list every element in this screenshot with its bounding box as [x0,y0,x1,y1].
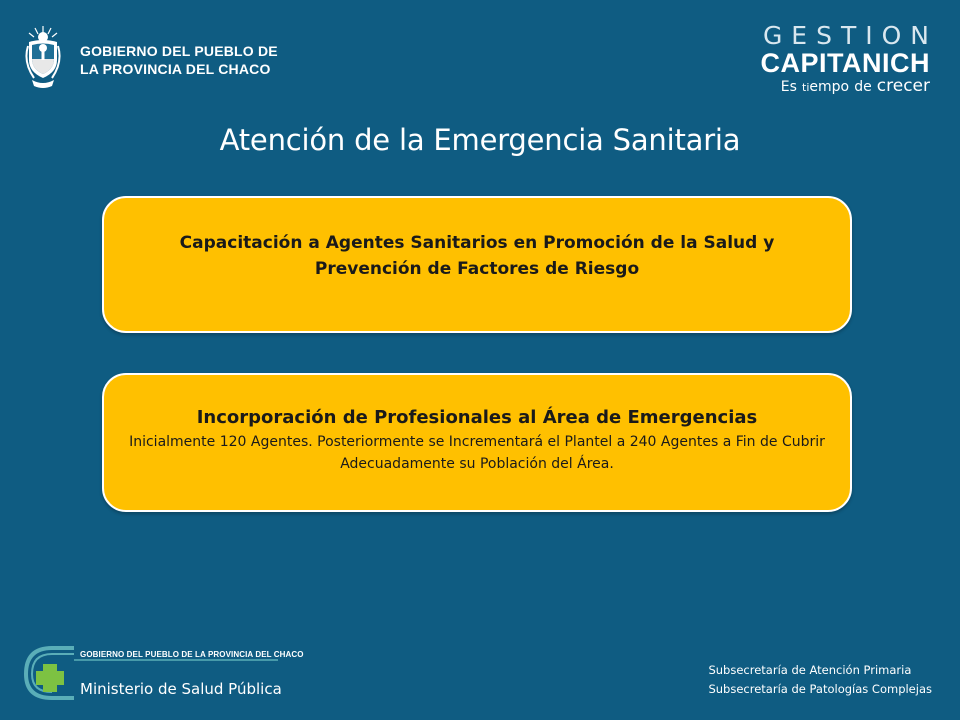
tagline [730,76,930,98]
content-box-professionals [102,373,852,512]
government-name [80,42,278,78]
content-box-training [102,196,852,333]
ministry-government-name: GOBIERNO DEL PUEBLO DE LA PROVINCIA DEL CHACO [80,650,304,659]
subsecretaria-atencion-primaria: Subsecretaría de Atención Primaria [708,663,912,677]
subsecretaria-patologias-complejas: Subsecretaría de Patologías Complejas [708,682,932,696]
box-professionals-title: Incorporación de Profesionales al Área de Emergencias [196,407,758,428]
box-training-title: Capacitación a Agentes Sanitarios en Promoción de la Salud y Prevención de Factores de Riesgo [179,233,775,279]
ministry-logo [22,640,304,702]
coat-of-arms-icon [22,24,64,90]
ministry-name: Ministerio de Salud Pública [80,680,282,698]
government-logo [22,24,322,94]
gestion-word: GESTION [762,21,938,50]
tagline-es: Es [780,79,797,95]
government-name-line2: LA PROVINCIA DEL CHACO [80,61,271,77]
tagline-tiempo-b: empo [809,79,850,95]
gestion-capitanich-logo [730,21,938,102]
tagline-tiempo-a: ti [802,81,810,94]
slide-title: Atención de la Emergencia Sanitaria [219,123,741,157]
subsecretarias [708,661,932,699]
government-name-line1: GOBIERNO DEL PUEBLO DE [80,43,278,59]
capitanich-word: CAPITANICH [760,48,930,78]
box-professionals-body: Inicialmente 120 Agentes. Posteriormente se Incrementará el Plantel a 240 Agentes a Fin de Cubrir Adecuadamente su Población del Área. [129,434,825,472]
tagline-de: de [854,79,872,95]
tagline-crecer: crecer [876,76,930,96]
